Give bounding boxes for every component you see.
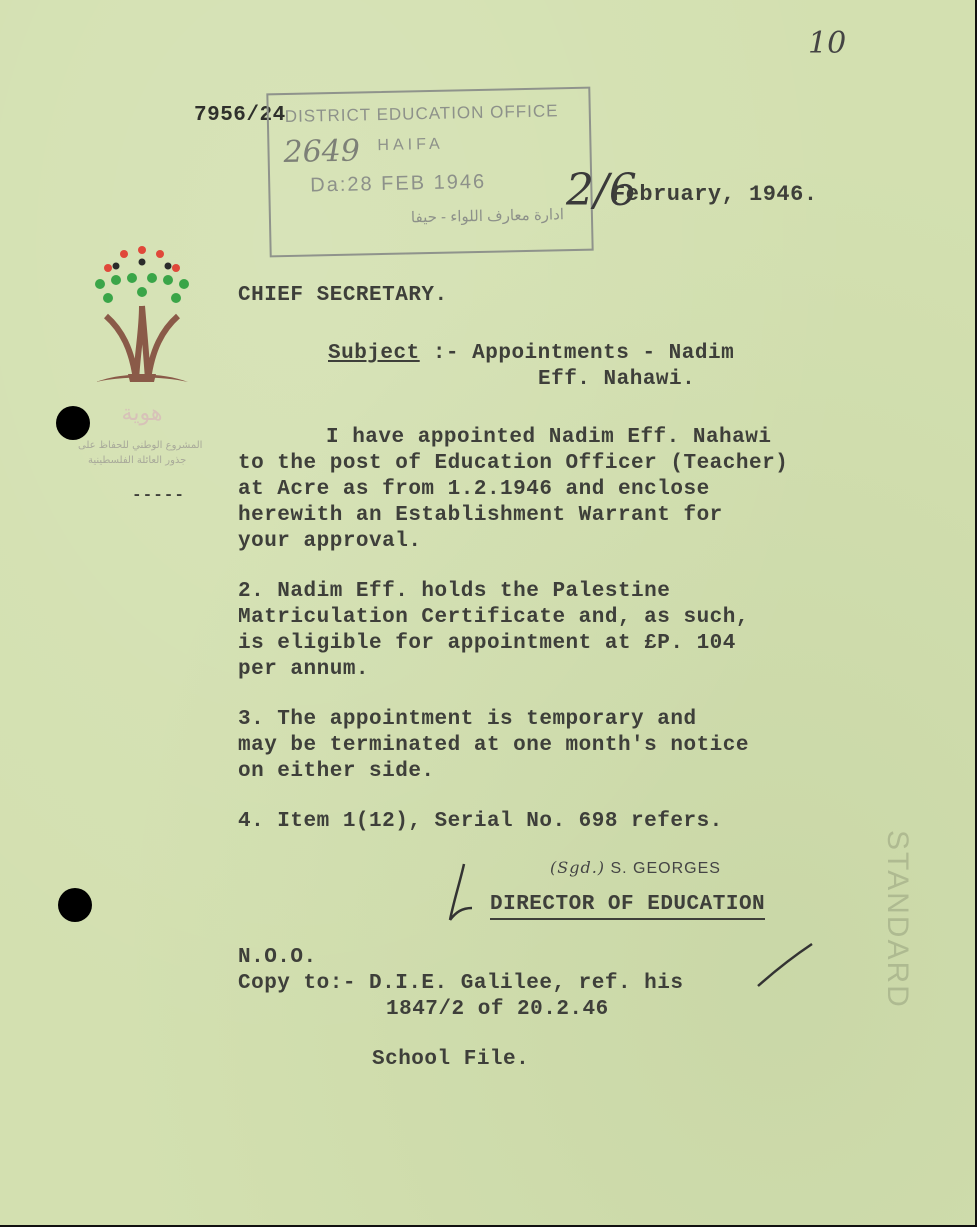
reference-number: 7956/24 [194, 104, 286, 127]
paragraph-3-line: on either side. [238, 760, 435, 783]
received-stamp [266, 87, 593, 258]
margin-dash: ----- [132, 486, 186, 504]
handwritten-initial-icon [442, 858, 492, 928]
punch-hole-icon [56, 406, 90, 440]
punch-hole-icon [58, 888, 92, 922]
stamp-date: Da:28 FEB 1946 [310, 170, 487, 197]
letter-date: February, 1946. [612, 182, 818, 207]
subject-line-2: Eff. Nahawi. [538, 368, 696, 391]
addressee: CHIEF SECRETARY. [238, 284, 448, 307]
subject-line-1 [328, 342, 734, 365]
subject-label: Subject [328, 342, 420, 365]
side-watermark: STANDARD [881, 830, 914, 1009]
paragraph-4: 4. Item 1(12), Serial No. 698 refers. [238, 810, 723, 833]
logo-text-2: جذور العائلة الفلسطينية [88, 455, 187, 466]
subject-text-1: :- Appointments - Nadim [432, 342, 735, 365]
paragraph-3-line: 3. The appointment is temporary and [238, 708, 697, 731]
paragraph-1-line: I have appointed Nadim Eff. Nahawi [326, 426, 772, 449]
paragraph-2-line: Matriculation Certificate and, as such, [238, 606, 749, 629]
tick-mark-icon [756, 940, 816, 990]
signature-typed [550, 858, 721, 878]
paragraph-1-line: at Acre as from 1.2.1946 and enclose [238, 478, 710, 501]
logo-text-1: المشروع الوطني للحفاظ على [78, 440, 203, 451]
paragraph-2-line: 2. Nadim Eff. holds the Palestine [238, 580, 671, 603]
noo-line: N.O.O. [238, 946, 317, 969]
signature-prefix: (Sgd.) [550, 858, 606, 877]
stamp-handwritten-number: 2649 [283, 133, 361, 171]
paragraph-1-line: to the post of Education Officer (Teacher) [238, 452, 789, 475]
stamp-city: HAIFA [377, 135, 444, 155]
paragraph-1-line: herewith an Establishment Warrant for [238, 504, 723, 527]
page-number: 10 [808, 26, 847, 61]
logo-name: هوية [121, 401, 163, 426]
paragraph-2-line: is eligible for appointment at £P. 104 [238, 632, 736, 655]
paragraph-1-line: your approval. [238, 530, 422, 553]
copy-line-2: 1847/2 of 20.2.46 [386, 998, 609, 1021]
stamp-office: DISTRICT EDUCATION OFFICE [284, 101, 559, 127]
signer-title: DIRECTOR OF EDUCATION [490, 893, 765, 920]
signature-name: S. GEORGES [610, 860, 721, 877]
copy-line-1: Copy to:- D.I.E. Galilee, ref. his [238, 972, 684, 995]
paragraph-2-line: per annum. [238, 658, 370, 681]
school-file: School File. [372, 1048, 530, 1071]
paragraph-3-line: may be terminated at one month's notice [238, 734, 749, 757]
stamp-arabic: ادارة معارف اللواء - حيفا [410, 206, 565, 227]
handwritten-day: 2/6 [566, 165, 637, 216]
